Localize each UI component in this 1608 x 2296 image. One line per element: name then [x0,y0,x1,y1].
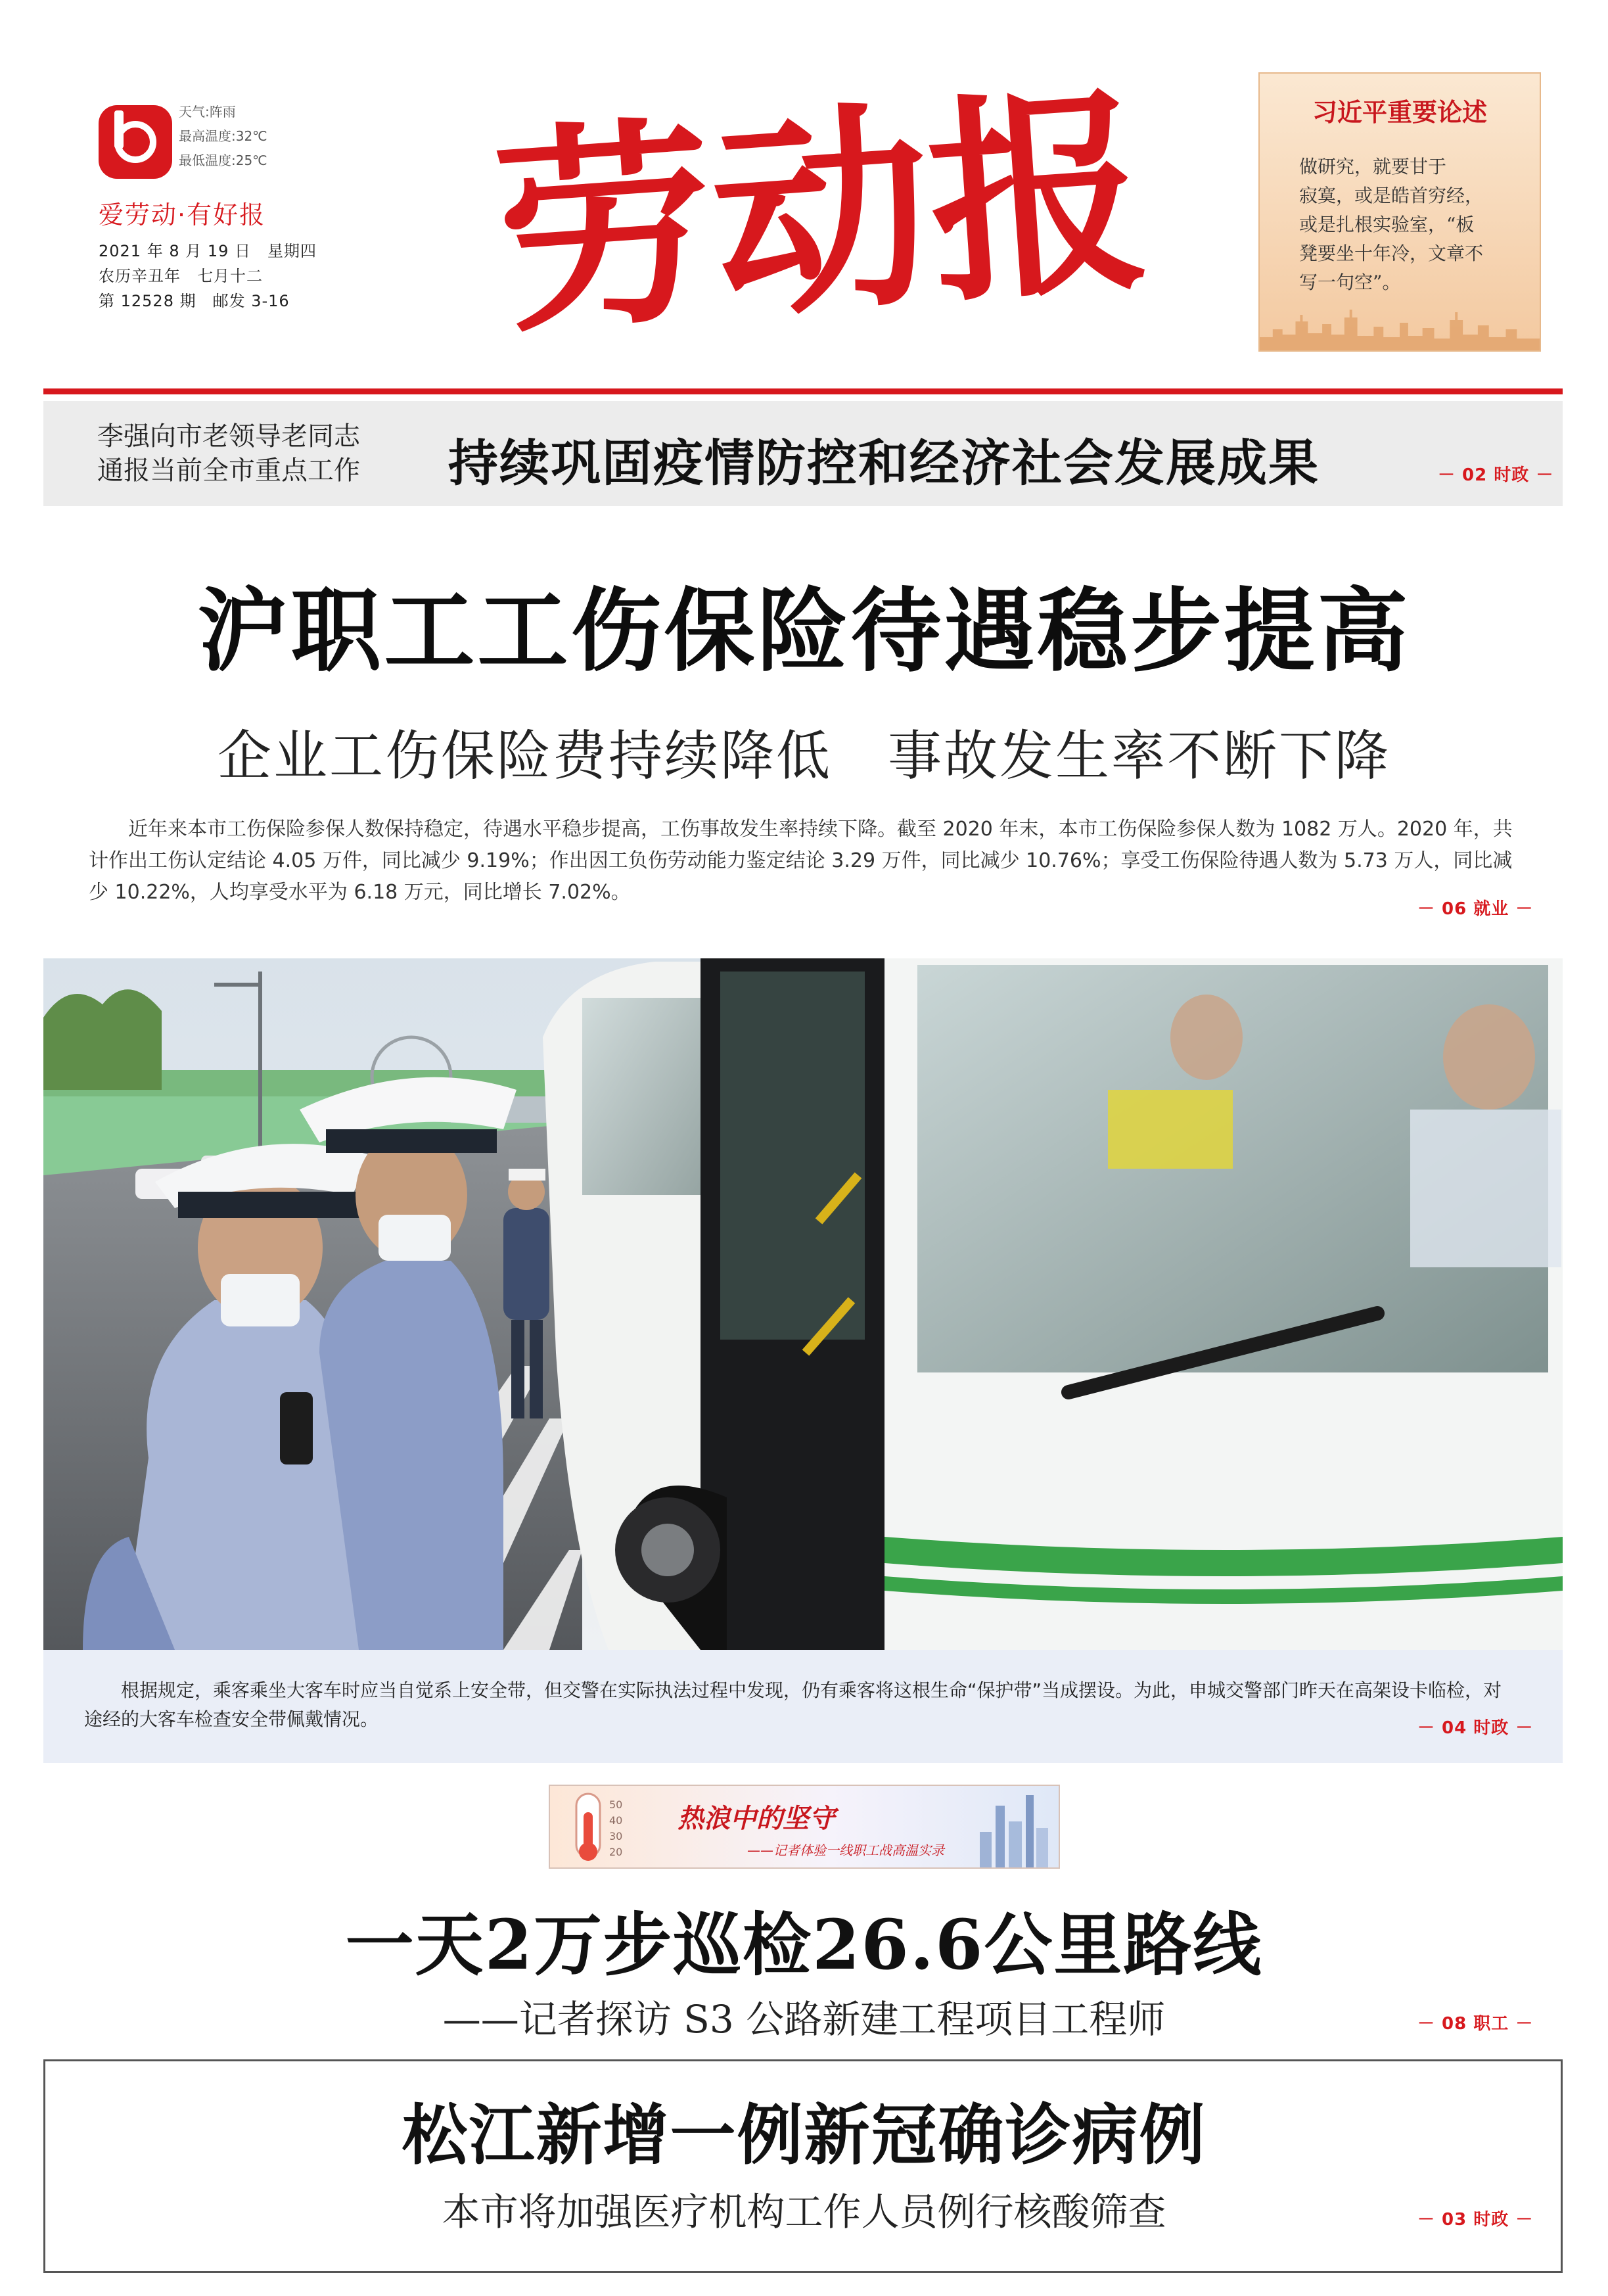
story3-subhead: 本市将加强医疗机构工作人员例行核酸筛查 [442,2190,1166,2234]
feature-banner-title: 热浪中的坚守 [678,1803,835,1834]
page-ref-story2[interactable]: － 08 职工 － [1417,2014,1534,2034]
page-ref-photo[interactable]: － 04 时政 － [1417,1718,1534,1738]
top-news-main-headline[interactable]: 持续巩固疫情防控和经济社会发展成果 [448,434,1320,492]
masthead-title-text: 劳动报 [488,62,1155,363]
page-ref-topnews[interactable]: － 02 时政 － [1438,465,1554,485]
story3-headline[interactable]: 松江新增一例新冠确诊病例 [402,2096,1206,2174]
issue-number: 第 12528 期 邮发 3-16 [99,292,290,310]
top-news-side-headline[interactable]: 李强向市老领导老同志 通报当前全市重点工作 [97,421,360,486]
thermometer-tick: 50 [609,1798,623,1811]
skyline-illustration [1260,304,1540,350]
thermometer-tick: 20 [609,1846,623,1858]
story2-subhead: ——记者探访 S3 公路新建工程项目工程师 [442,1997,1166,2042]
lead-headline[interactable]: 沪职工工伤保险待遇稳步提高 [197,577,1411,684]
issue-date: 2021 年 8 月 19 日 星期四 [99,242,317,260]
photo-caption: 根据规定，乘客乘坐大客车时应当自觉系上安全带，但交警在实际执法过程中发现，仍有乘客将这根生命“保护带”当成摆设。为此，申城交警部门昨天在高架设卡临检，对途经的大客车检查安全带佩戴情况。 [84,1679,1502,1730]
news-photo[interactable] [43,958,1563,1650]
quote-title: 习近平重要论述 [1312,97,1487,127]
thermometer-tick: 30 [609,1830,623,1842]
quote-box[interactable] [1258,72,1541,352]
thermometer-tick: 40 [609,1814,623,1827]
weather-condition: 天气:阵雨 [179,104,236,120]
story2-headline[interactable]: 一天2万步巡检26.6公里路线 [345,1904,1263,1985]
photo-caption-box [43,1650,1563,1763]
thermometer-icon [563,1786,662,1867]
lunar-date: 农历辛丑年 七月十二 [99,267,263,285]
feature-banner-subtitle: ——记者体验一线职工战高温实录 [747,1842,944,1858]
lead-subhead: 企业工伤保险费持续降低 事故发生率不断下降 [217,725,1390,787]
lead-body-text: 近年来本市工伤保险参保人数保持稳定，待遇水平稳步提高，工伤事故发生率持续下降。截至 2020 年末，本市工伤保险参保人数为 1082 万人。2020 年，共计作出工伤认定结论 4.05 万件，同比减少 9.19%；作出因工负伤劳动能力鉴定结论 3.29 万件，同比减少 10.76%；享受工伤保险待遇人数为 5.73 万人，同比减少 10.22%，人均享受水平为 6.18 万元，同比增长 7.02%。 [89,818,1513,904]
page-ref-lead[interactable]: － 06 就业 － [1417,899,1534,919]
page-ref-story3[interactable]: － 03 时政 － [1417,2210,1534,2230]
masthead-title [453,53,1189,368]
skyline-icon [973,1786,1052,1867]
weather-low: 最低温度:25℃ [179,152,267,168]
feature-banner[interactable] [549,1785,1060,1869]
top-news-band[interactable] [43,401,1563,506]
bus [543,958,1563,1650]
slogan: 爱劳动·有好报 [99,200,266,229]
masthead-divider [43,388,1563,394]
b-logo-icon [99,105,172,179]
quote-text: 做研究，就要甘于 寂寞，或是皓首穷经， 或是扎根实验室，“板 凳要坐十年冷，文章不 写一句空”。 [1299,156,1484,293]
weather-high: 最高温度:32℃ [179,128,267,144]
